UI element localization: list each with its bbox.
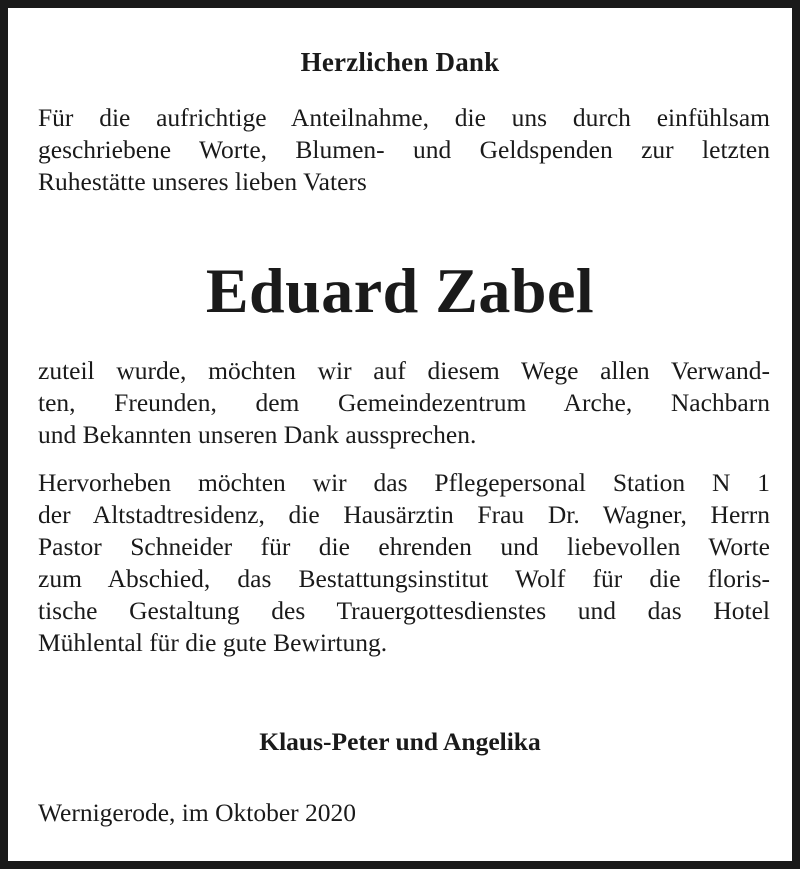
intro-line: Für die aufrichtige Anteilnahme, die uns durch einfühlsam xyxy=(38,103,770,132)
highlight-line: tische Gestaltung des Trauergottesdienstes und das Hotel xyxy=(38,596,770,625)
notice-heading: Herzlichen Dank xyxy=(300,47,500,77)
highlight-paragraph xyxy=(38,467,770,659)
highlight-line: zum Abschied, das Bestattungsinstitut Wolf für die floris- xyxy=(38,564,770,593)
thanks-line: ten, Freunden, dem Gemeindezentrum Arche, Nachbarn xyxy=(38,388,770,417)
intro-line: Ruhestätte unseres lieben Vaters xyxy=(38,167,367,196)
intro-paragraph xyxy=(38,102,770,198)
thanks-line: und Bekannten unseren Dank aussprechen. xyxy=(38,420,477,449)
signature: Klaus-Peter und Angelika xyxy=(259,727,541,756)
place-and-date: Wernigerode, im Oktober 2020 xyxy=(38,798,357,827)
highlight-line: Pastor Schneider für die ehrenden und liebevollen Worte xyxy=(38,532,770,561)
highlight-line: der Altstadtresidenz, die Hausärztin Frau Dr. Wagner, Herrn xyxy=(38,500,770,529)
intro-line: geschriebene Worte, Blumen- und Geldspenden zur letzten xyxy=(38,135,770,164)
thanks-line: zuteil wurde, möchten wir auf diesem Wege allen Verwand- xyxy=(38,356,770,385)
deceased-name: Eduard Zabel xyxy=(205,255,595,326)
highlight-line: Hervorheben möchten wir das Pflegepersonal Station N 1 xyxy=(38,468,770,497)
highlight-line: Mühlental für die gute Bewirtung. xyxy=(38,628,388,657)
thanks-paragraph xyxy=(38,355,770,451)
